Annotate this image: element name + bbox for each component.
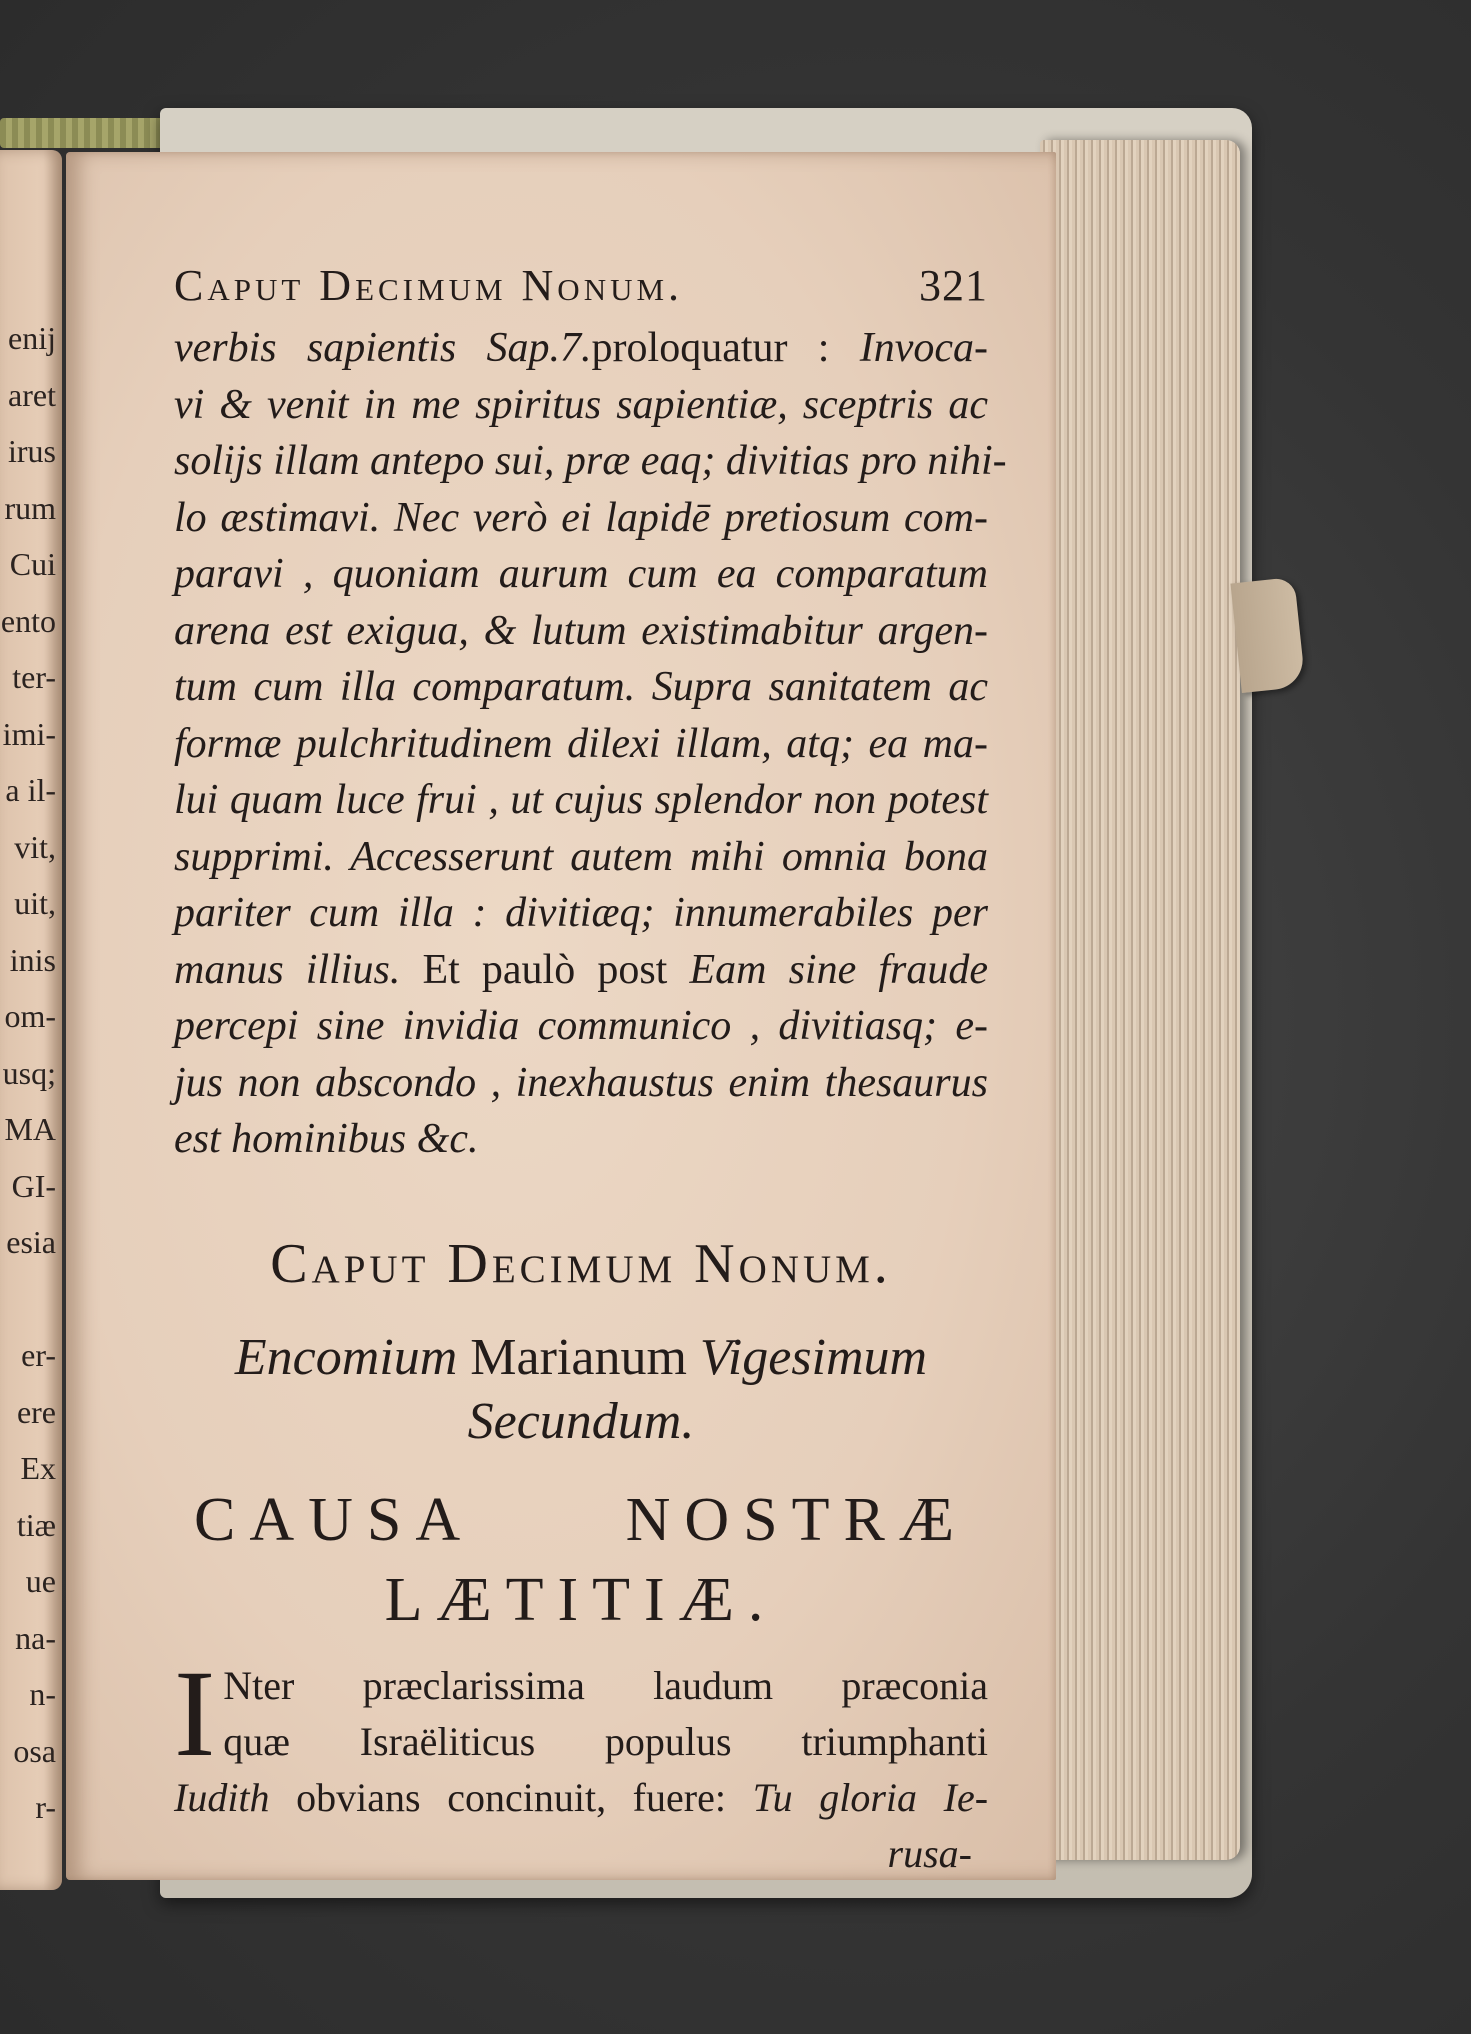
quote-line-7: tum cum illa comparatum. Supra sanitatem ac <box>174 664 988 710</box>
left-fragment: esia <box>6 1224 56 1260</box>
quote-line-1: verbis sapientis Sap.7.proloquatur : Invoca- <box>174 325 988 371</box>
body-paragraph <box>174 1644 989 1882</box>
quote-line-5: paravi , quoniam aurum cum ea comparatum <box>174 551 988 597</box>
left-fragment: Ex <box>20 1450 56 1486</box>
left-fragment: ere <box>16 1393 56 1430</box>
section-title: CAUSA NOSTRÆ LÆTITIÆ. <box>174 1480 988 1640</box>
left-fragment: aret <box>8 376 56 413</box>
left-fragment: imi- <box>2 715 56 752</box>
page-content <box>174 252 1007 1882</box>
body-line-3: Iudith obvians concinuit, fuere: Tu gloria Ie- <box>174 1774 989 1820</box>
left-fragment: rum <box>4 489 56 526</box>
quote-line-6: arena est exigua, & lutum existimabitur argen- <box>174 607 988 654</box>
left-fragment: na- <box>15 1619 56 1656</box>
quote-line-8: formæ pulchritudinem dilexi illam, atq; ea ma- <box>174 720 988 767</box>
body-line-1: Nter præclarissima laudum præconia <box>223 1662 988 1708</box>
quote-line-9: lui quam luce frui , ut cujus splendor non potest <box>174 777 988 823</box>
left-fragment: ento <box>0 602 56 639</box>
left-fragment: vit, <box>14 828 56 865</box>
quote-line-13: percepi sine invidia communico , divitiasq; e- <box>174 1003 988 1049</box>
left-fragment: uit, <box>14 885 56 921</box>
quote-line-10: supprimi. Accesserunt autem mihi omnia bona <box>174 833 988 880</box>
catchword: rusa- <box>887 1830 972 1876</box>
quote-line-11: pariter cum illa : divitiæq; innumerabiles per <box>174 890 988 936</box>
left-page-text <box>0 310 56 1836</box>
left-page <box>0 150 62 1890</box>
page-number: 321 <box>919 261 988 310</box>
encomium-line-2: Secundum. <box>467 1392 695 1450</box>
encomium-heading: Encomium Marianum Vigesimum Secundum. <box>174 1326 988 1454</box>
left-fragment: ter- <box>12 659 56 695</box>
left-fragment: inis <box>9 941 56 978</box>
left-fragment: r- <box>35 1789 56 1825</box>
right-page <box>66 152 1056 1880</box>
section-title-line-2: LÆTITIÆ. <box>384 1565 778 1634</box>
left-fragment: n- <box>29 1676 56 1712</box>
left-fragment: usq; <box>2 1054 56 1091</box>
drop-cap: I <box>174 1644 216 1782</box>
left-fragment: om- <box>4 998 56 1034</box>
left-fragment: GI- <box>11 1167 56 1204</box>
left-fragment: osa <box>13 1732 56 1769</box>
quote-line-14: jus non abscondo , inexhaustus enim thesaurus <box>174 1059 988 1106</box>
body-line-2: quæ Israëliticus populus triumphanti <box>223 1718 988 1764</box>
left-fragment: MA <box>4 1111 56 1147</box>
left-fragment: irus <box>8 433 56 469</box>
quote-line-12: manus illius. Et paulò post Eam sine fraude <box>174 946 989 993</box>
left-fragment: ue <box>25 1563 56 1599</box>
left-fragment: er- <box>21 1337 56 1373</box>
quote-paragraph <box>174 320 1007 1168</box>
bookmark-ribbon <box>1230 577 1305 693</box>
quote-line-2: vi & venit in me spiritus sapientiæ, sceptris ac <box>174 381 988 428</box>
quote-line-3: solijs illam antepo sui, præ eaq; divitias pro nihi- <box>174 438 1007 484</box>
quote-line-15: est hominibus &c. <box>174 1116 479 1162</box>
page-edges <box>1040 140 1240 1860</box>
running-head <box>174 252 988 320</box>
quote-line-4: lo æstimavi. Nec verò ei lapidē pretiosum com- <box>174 494 988 541</box>
left-fragment: a il- <box>5 772 56 808</box>
running-head-title: Caput Decimum Nonum. <box>174 261 684 310</box>
chapter-title: Caput Decimum Nonum. <box>270 1232 892 1295</box>
left-fragment: tiæ <box>16 1506 56 1543</box>
left-fragment: enij <box>8 320 56 356</box>
left-fragment <box>0 1271 56 1328</box>
left-fragment: Cui <box>9 546 56 582</box>
